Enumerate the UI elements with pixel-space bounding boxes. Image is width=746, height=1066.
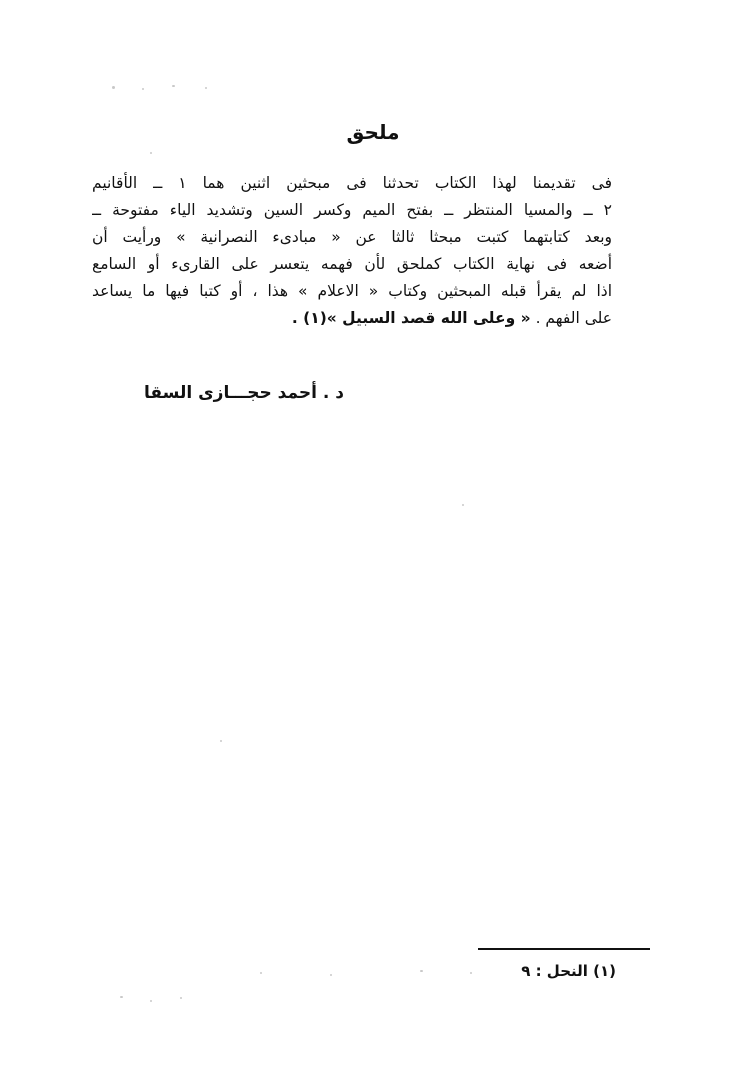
scan-speck [462,504,464,506]
scan-speck [330,974,332,976]
scan-speck [142,88,144,90]
scan-speck [172,85,175,87]
scan-speck [150,152,152,154]
scan-speck [180,997,182,999]
paragraph-line-1: فى تقديمنا لهذا الكتاب تحدثنا فى مبحثين اثنين هما ١ ــ الأقانيم [92,174,612,192]
footnote: (١) النحل : ٩ [521,962,616,980]
scan-speck [220,740,222,742]
scan-speck [150,1000,152,1002]
paragraph-line-6-text: على الفهم . [535,309,612,327]
body-paragraph [92,170,612,332]
scan-speck [260,972,262,974]
scan-speck [112,86,115,89]
scan-speck [205,87,207,89]
paragraph-line-4: أضعه فى نهاية الكتاب كملحق لأن فهمه يتعسر على القارىء أو السامع [92,255,612,273]
page-title: ملحق [346,120,400,144]
paragraph-line-6 [92,305,612,332]
paragraph-line-2: ٢ ــ والمسيا المنتظر ــ بفتح الميم وكسر السين وتشديد الياء مفتوحة ــ [92,201,612,219]
scan-speck [120,996,123,998]
paragraph-line-3: وبعد كتابتهما كتبت مبحثا ثالثا عن « مبادىء النصرانية » ورأيت أن [92,228,612,246]
footnote-divider [478,948,650,950]
author-signature: د . أحمد حجـــازى السقا [144,383,344,403]
paragraph-quote: « وعلى الله قصد السبيل »(١) . [291,309,531,327]
paragraph-line-5: اذا لم يقرأ قبله المبحثين وكتاب « الاعلام » هذا ، أو كتبا فيها ما يساعد [92,282,612,300]
